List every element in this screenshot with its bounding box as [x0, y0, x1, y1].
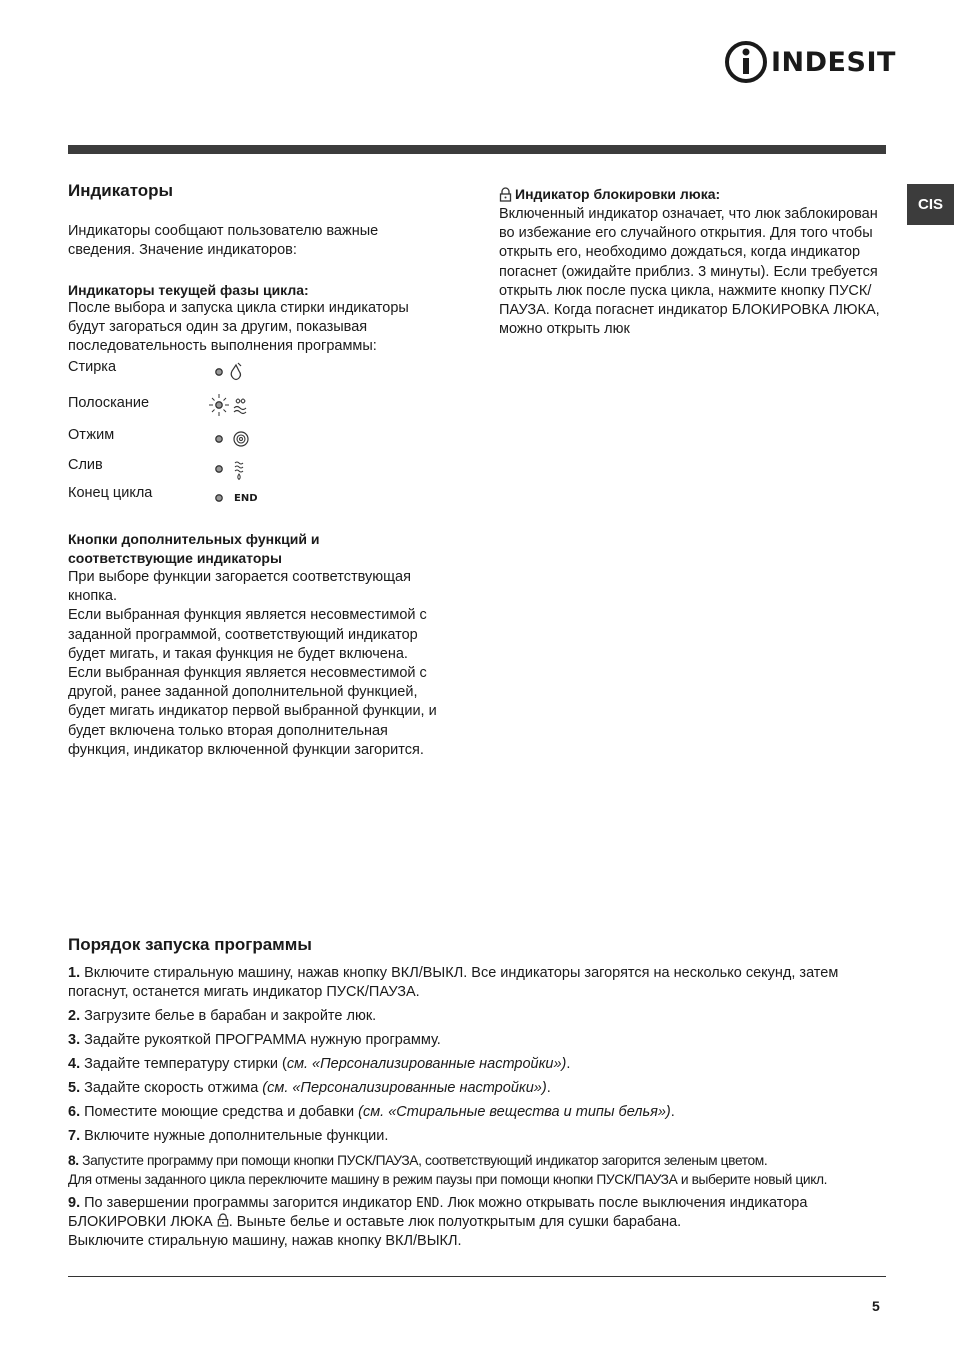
brand-logo	[724, 40, 896, 84]
phase-text: После выбора и запуска цикла стирки индикаторы будут загораться один за другим, показывая последовательность выполнения программы:	[68, 300, 409, 355]
start-title: Порядок запуска программы	[68, 935, 312, 954]
lock-icon	[499, 187, 512, 202]
wash-icon	[214, 361, 250, 383]
spin-indicator	[214, 428, 250, 455]
list-item: 7. Включите нужные дополнительные функции.	[68, 1128, 389, 1144]
drain-indicator	[214, 459, 250, 488]
list-item: 2. Загрузите белье в барабан и закройте люк.	[68, 1008, 377, 1024]
drain-icon	[214, 459, 250, 483]
end-label: END	[415, 1196, 440, 1211]
header-rule	[68, 145, 886, 154]
list-item: 5. Задайте скорость отжима (см. «Персонализированные настройки»).	[68, 1080, 551, 1096]
spin-icon	[214, 428, 250, 450]
indicators-title: Индикаторы	[68, 181, 174, 200]
phase-title: Индикаторы текущей фазы цикла:	[68, 282, 309, 298]
list-item: 6. Поместите моющие средства и добавки (см. «Стиральные вещества и типы белья»).	[68, 1104, 675, 1120]
end-dot-icon	[214, 492, 226, 504]
phase-label-end: Конец цикла	[68, 485, 153, 501]
phase-label-drain: Слив	[68, 457, 103, 473]
footer-rule	[68, 1276, 886, 1277]
wash-indicator	[214, 361, 250, 388]
indicators-intro: Индикаторы сообщают пользователю важные сведения. Значение индикаторов:	[68, 223, 379, 259]
phase-label-spin: Отжим	[68, 427, 115, 443]
brand-logo-icon	[724, 40, 768, 84]
page-number: 5	[872, 1298, 880, 1314]
start-steps	[68, 964, 886, 1256]
list-item: 1. Включите стиральную машину, нажав кнопку ВКЛ/ВЫКЛ. Все индикаторы загорятся на несколько секунд, затем погаснут, останется мигать индикатор ПУСК/ПАУЗА.	[68, 965, 839, 1000]
end-icon: END	[234, 492, 258, 504]
list-item: 3. Задайте рукояткой ПРОГРАММА нужную программу.	[68, 1032, 441, 1048]
lock-title: Индикатор блокировки люка:	[515, 186, 721, 202]
language-tab: CIS	[907, 184, 954, 225]
phase-label-rinse: Полоскание	[68, 395, 150, 411]
lock-heading	[499, 186, 720, 202]
rinse-indicator	[205, 393, 251, 422]
rinse-icon	[205, 393, 251, 417]
functions-text: При выборе функции загорается соответствующая кнопка. Если выбранная функция является несовместимой с заданной программой, соответствующий индикатор будет мигать, и такая функция не будет включена. Если выбранная функция является несовместимой с другой, ранее заданной дополнительной функцией, будет мигать индикатор первой выбранной функции, и будет включена только вторая дополнительная функция, индикатор включенной функции загорится.	[68, 569, 437, 758]
list-item: 4. Задайте температуру стирки (см. «Персонализированные настройки»).	[68, 1056, 571, 1072]
end-indicator	[214, 492, 258, 504]
lock-text: Включенный индикатор означает, что люк заблокирован во избежание его случайного открытия. Для того чтобы открыть его, необходимо дождаться, когда индикатор погаснет (ожидайте приблиз. 3 минуты). Если требуется открыть люк после пуска цикла, нажмите кнопку ПУСК/ПАУЗА. Когда погаснет индикатор БЛОКИРОВКА ЛЮКА, можно открыть люк	[499, 206, 880, 338]
lock-icon	[217, 1213, 229, 1227]
brand-name: INDESIT	[771, 46, 896, 78]
list-item: 8. Запустите программу при помощи кнопки ПУСК/ПАУЗА, соответствующий индикатор загорится зеленым цветом. Для отмены заданного цикла переключите машину в режим паузы при помощи кнопки ПУСК/ПАУЗА и выберите новый цикл.	[68, 1153, 828, 1187]
list-item: 9. По завершении программы загорится индикатор END. Люк можно открывать после выключения индикатора БЛОКИРОВКИ ЛЮКА . Выньте белье и оставьте люк полуоткрытым для сушки барабана. Выключите стиральную машину, нажав кнопку ВКЛ/ВЫКЛ.	[68, 1195, 808, 1249]
phase-label-wash: Стирка	[68, 359, 117, 375]
functions-title: Кнопки дополнительных функций и соответствующие индикаторы	[68, 531, 320, 567]
